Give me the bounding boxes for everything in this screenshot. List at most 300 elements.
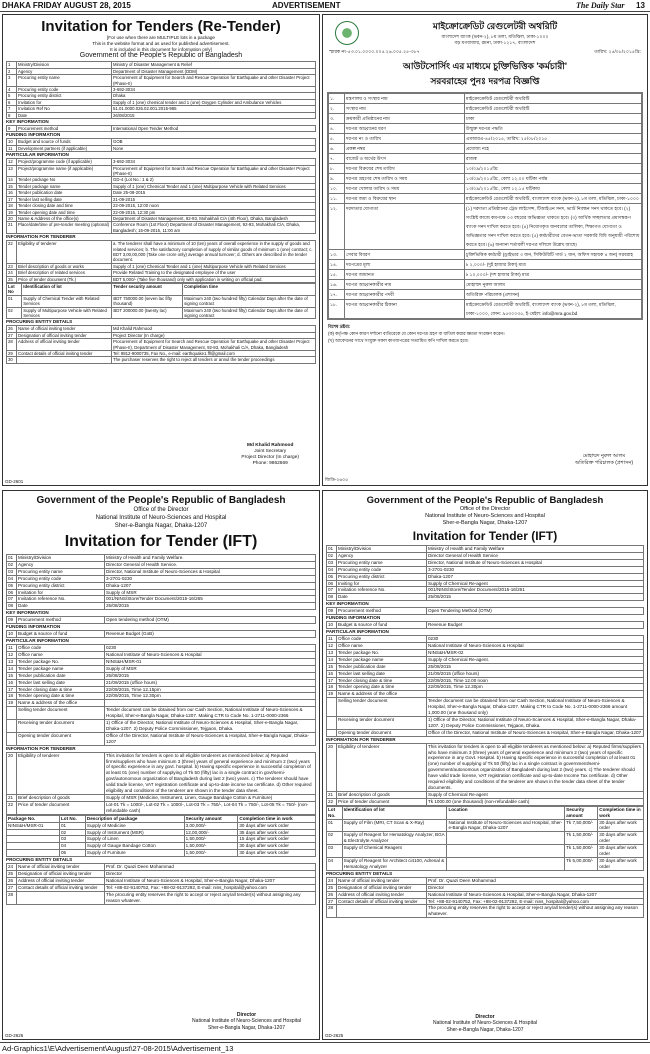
row-label: দরপত্র জমা ও বিক্রয়ের স্থান: [345, 193, 465, 203]
row-number: ১২.: [329, 203, 345, 249]
row-label: Office code: [17, 645, 105, 652]
row-label: [17, 891, 105, 904]
row-number: 26: [7, 877, 17, 884]
table-cell: Supply of Reagent for Architect ci4100, Adrenal & Hematology Analyzer: [342, 857, 447, 870]
row-value: Tel: +88-02-9140752, Fax: +88-02-9137292, E-mail: nins_hospital@yahoo.com: [105, 884, 316, 891]
row-label: Contact details of official inviting tender: [337, 898, 427, 905]
ad4-office: National Institute of Neuro-Sciences and Hospital: [425, 513, 545, 519]
row-label: Address of official inviting tender: [17, 339, 112, 351]
row-label: Tender publication date: [17, 672, 105, 679]
row-value: রাজস্ব: [465, 153, 642, 163]
section-heading: KEY INFORMATION: [6, 119, 49, 125]
table-row: [329, 103, 642, 113]
row-number: 16: [7, 190, 17, 196]
row-label: Tender publication date: [17, 190, 112, 196]
table-row: [329, 269, 642, 279]
table-cell: [447, 845, 565, 858]
table-row: [327, 877, 644, 884]
row-number: 13: [7, 165, 17, 177]
table-cell: 30 days after work order: [238, 850, 316, 857]
table-row: [7, 568, 316, 575]
lots-table: [6, 283, 316, 319]
row-value: NINS&H/MSR-01: [105, 658, 316, 665]
table-cell: NINS&H/MSR-01: [7, 822, 60, 829]
ad2-org: মাইক্রোক্রেডিট রেগুলেটরী অথরিটি: [432, 21, 558, 31]
row-value: Tel: 9812-9000735, Fax No., e-mail: earthquake1.ffl@gmail.com: [112, 351, 316, 357]
table-row: [327, 642, 644, 649]
table-row: [7, 836, 316, 843]
table-cell: 01: [60, 822, 86, 829]
row-label: Name of official inviting tender: [17, 326, 112, 332]
ad2-subtitle: সরবরাহের পুনঃ দরপত্র বিজ্ঞপ্তি: [430, 75, 540, 86]
table-row: [327, 656, 644, 663]
column-header: Identification of lot: [342, 806, 447, 819]
row-number: 15: [7, 672, 17, 679]
table-row: [327, 691, 644, 698]
row-number: 12: [7, 651, 17, 658]
row-value: Department of Disaster Management (DDM): [112, 68, 316, 74]
signature-line: Joint Secretary: [254, 449, 287, 454]
row-value: Lot-01 Tk = 1000/-, Lot-02 Tk = 1000/-, Lot-03 Tk = 750/-, Lot-04 Tk = 750/-, Lot-05 Tk = 750/- (non-refundable cash): [105, 801, 316, 814]
row-number: 22: [7, 241, 17, 264]
table-row: [7, 575, 316, 582]
row-value: 3-692-3034: [112, 159, 316, 165]
row-number: 19: [7, 700, 17, 707]
table-row: [327, 552, 644, 559]
row-value: Supply of 1 (one) Chemical Tender and 1 (one) Multipurpose Vehicle with Related Services: [112, 263, 316, 269]
row-value: 21-09-2015: [112, 196, 316, 202]
row-number: ১.: [329, 93, 345, 103]
row-number: 06: [7, 589, 17, 596]
column-header: Lot No: [7, 283, 22, 295]
row-number: 08: [7, 603, 17, 610]
row-label: ক্রয়কারী প্রতিষ্ঠানের নাম: [345, 113, 465, 123]
row-label: Tender last selling date: [17, 679, 105, 686]
row-label: Name & address of the office: [17, 700, 105, 707]
row-value: ৳ ১০,০০০/- (দশ হাজার টাকা) মাত্র: [465, 269, 642, 279]
row-value: ঢাকা: [465, 113, 642, 123]
table-row: [329, 113, 642, 123]
row-number: ১৫.: [329, 269, 345, 279]
row-value: মাইক্রোক্রেডিট রেগুলেটরী অথরিটি, বাংলাদেশ ব্যাংক (ভবন-২), ৮ম তলা, মতিঝিল, ঢাকা-১০০০, ফোন: ৯৫৩০০৩৫, ই-মেইল: info@mra.gov.bd: [465, 299, 642, 318]
row-label: Name & address of the office: [337, 691, 427, 698]
ad1-note: It is included in this document for information only]: [110, 46, 212, 52]
row-label: Inviting for: [337, 580, 427, 587]
table-row: [7, 752, 316, 794]
row-label: Tender opening date & time: [337, 684, 427, 691]
row-label: Tender last selling date: [337, 670, 427, 677]
table-row: [329, 143, 642, 153]
row-value: The procuring entity reserves the right to accept or reject any/all tender(s) without assigning any reason whatever.: [427, 905, 644, 918]
table-header-row: [7, 283, 316, 295]
row-number: 25: [7, 871, 17, 878]
row-value: Ministry of Health and Family Welfare: [427, 546, 644, 553]
row-number: 28: [327, 905, 337, 918]
table-row: [327, 649, 644, 656]
table-cell: [447, 832, 565, 845]
row-number: 15: [7, 183, 17, 189]
section-heading: PROCURING ENTITY DETAILS: [6, 857, 73, 863]
row-value: Supply of Chemical Re-agent: [427, 791, 644, 798]
bengali-table: [328, 93, 642, 319]
ad1-note: This is the website format and as used for published advertisement.: [92, 40, 230, 46]
table-cell: BDT 200000.00 (twenty lac): [112, 307, 183, 319]
table-row: [7, 672, 316, 679]
row-label: Place/date/time of pre-tender meeting (optional): [17, 222, 112, 234]
info-table: [6, 644, 316, 746]
row-label: Procuring entity name: [17, 568, 105, 575]
row-number: ১০.: [329, 183, 345, 193]
table-row: [7, 241, 316, 264]
row-value: Director General of Health Service.: [105, 561, 316, 568]
row-label: Price of tender document: [17, 801, 105, 814]
row-number: 03: [327, 559, 337, 566]
table-row: [327, 819, 644, 832]
paper-name: The Daily Star: [576, 1, 625, 10]
row-number: 30: [7, 357, 17, 363]
info-table: [6, 138, 316, 152]
row-number: 04: [7, 575, 17, 582]
row-label: Budget & source of fund: [17, 631, 105, 638]
ad3-office: Office of the Director: [133, 507, 189, 513]
row-number: 2: [7, 68, 17, 74]
table-row: [7, 339, 316, 351]
table-row: [327, 832, 644, 845]
ad3-gov: Government of the People's Republic of Bangladesh: [36, 495, 286, 506]
row-number: 07: [327, 587, 337, 594]
row-value: 22/09/2015, Time 12.30pm: [105, 693, 316, 700]
table-row: [327, 791, 644, 798]
row-number: 22: [7, 801, 17, 814]
table-cell: 05: [60, 850, 86, 857]
row-value: 0230: [105, 645, 316, 652]
row-number: ১৪.: [329, 259, 345, 269]
column-header: Tender security amount: [112, 283, 183, 295]
row-number: 02: [327, 552, 337, 559]
row-label: দরপত্রের মূল্য: [345, 259, 465, 269]
row-number: 12: [327, 642, 337, 649]
column-header: Completion time in work: [598, 806, 644, 819]
row-number: ৩.: [329, 113, 345, 123]
row-label: Designation of official inviting tender: [17, 332, 112, 338]
row-value: This invitation for tenders is open to all eligible tenderers as mentioned below: a) Reputed firms/suppliers who have minimum 3 (three) years of general experience and minimum 2 (two) years of specific experience in any govt. hospital. b) Having specific experience in successful completion of at least 01 (one) number of supplying of Tk 50 (fifty) lac in a single contract in govt/semi-govt/autonomous organization of Bangladesh during last 2 (two) years. c) The tenderer should have valid trade license, VAT registration certificate and up-to-date income tax certificate. d) Other required eligibility and conditions of the tenderer are shown in the tender data sheet.: [105, 752, 316, 794]
table-row: [7, 276, 316, 282]
table-cell: 30 days after work order: [238, 843, 316, 850]
info-table: [6, 752, 316, 815]
table-row: [7, 884, 316, 891]
signature-line: National Institute of Neuro-Sciences and Hospital: [192, 1018, 301, 1024]
signature-line: Phone: 9862669: [252, 461, 288, 466]
row-label: Invitation for: [17, 589, 105, 596]
row-value: প্রযোজ্য নহে: [465, 143, 642, 153]
row-number: 17: [7, 196, 17, 202]
ad3-title: Invitation for Tender (IFT): [64, 533, 258, 550]
row-value: Open tendering method (OTM): [105, 617, 316, 624]
table-row: [7, 801, 316, 814]
table-row: [327, 587, 644, 594]
row-value: মাইক্রোক্রেডিট রেগুলেটরী অথরিটি: [465, 103, 642, 113]
row-label: বাজেট ও অর্থের উৎস: [345, 153, 465, 163]
row-value: 25/08/2015: [105, 672, 316, 679]
row-number: ৫.: [329, 133, 345, 143]
row-label: Invitation reference No.: [17, 596, 105, 603]
page-number: 13: [636, 1, 645, 10]
row-label: দরপত্র খোলার তারিখ ও সময়: [345, 183, 465, 193]
row-number: 13: [327, 649, 337, 656]
info-table: [6, 240, 316, 283]
ad1-title: Invitation for Tenders (Re-Tender): [41, 18, 281, 35]
row-number: ১৮.: [329, 299, 345, 318]
table-cell: 35 days after work order: [238, 829, 316, 836]
row-number: 10: [7, 139, 17, 145]
column-header: Security amount: [184, 815, 238, 822]
table-row: [7, 631, 316, 638]
info-table: [326, 877, 644, 918]
table-row: [327, 698, 644, 717]
row-value: Revenue Budget (GoB): [105, 631, 316, 638]
row-label: Contact details of official inviting tender: [17, 884, 105, 891]
row-number: 09: [327, 608, 337, 615]
table-row: [327, 670, 644, 677]
row-label: Price of tender document: [337, 798, 427, 805]
section-title: ADVERTISEMENT: [272, 1, 341, 10]
section-heading: INFORMATION FOR TENDERER: [6, 234, 76, 240]
section-heading: KEY INFORMATION: [6, 610, 49, 616]
row-value: 3-2701-0230: [427, 566, 644, 573]
ad3-signature: [192, 1012, 301, 1032]
table-cell: BDT 750000.00 (seven lac fifty thousand): [112, 295, 183, 307]
row-value: চুক্তিভিত্তিক কর্মচারী (ড্রাইভার ৩ জন, সিকিউরিটি গার্ড ২ জন, অফিস সহায়ক ৪ জন) সরবরাহ: [465, 249, 642, 259]
section-heading: PROCURING ENTITY DETAILS: [6, 319, 73, 325]
row-label: Tender publication date: [337, 663, 427, 670]
row-label: Tender closing date & time: [337, 677, 427, 684]
table-row: [7, 617, 316, 624]
ad1-gov: Government of the People's Republic of Bangladesh: [79, 52, 243, 60]
row-value: This invitation for tenders is open to all eligible tenderers as mentioned below: a) Reputed firms/suppliers who have minimum 3 (three) years of general experience and minimum 2 (two) years of specific experience in any Govt. Hospital. b) Having specific experience in successful completion of at least 01 (one) number of supplying of Tk 50 (fifty) lac in a single contract in government/semi-government/autonomous organization of Bangladesh during last 2 (two) years. c) The tenderer should have valid trade license, VAT registration certificate and up-to-date Income Tax certificate. d) Other required eligibility and conditions of the tenderer are shown in the tender data sheet of the tender documents.: [427, 743, 644, 791]
section-heading: INFORMATION FOR TENDERER: [326, 736, 396, 742]
column-header: Security amount: [565, 806, 598, 819]
row-value: NINS&H/MSR-02: [427, 649, 644, 656]
row-number: 10: [7, 631, 17, 638]
info-table: [326, 621, 644, 629]
table-row: [7, 582, 316, 589]
row-number: 28: [7, 339, 17, 351]
row-value: Revenue Budget: [427, 622, 644, 629]
row-value: 22-09-2015, 12:30 pm: [112, 209, 316, 215]
ad2-date: তারিখ: ২৫/০৮/২০১৫খ্রি:: [594, 48, 641, 54]
row-number: 05: [7, 582, 17, 589]
row-value: Dhaka-1207: [105, 582, 316, 589]
row-number: [7, 732, 17, 745]
row-label: Name of official inviting tender: [17, 864, 105, 871]
table-row: [327, 716, 644, 729]
row-value: Prof. Dr. Quazi Deen Mohammad: [427, 877, 644, 884]
row-value: Ministry of Health and Family Welfare.: [105, 555, 316, 562]
table-row: [7, 686, 316, 693]
table-cell: Supply of Linen: [85, 836, 184, 843]
row-label: দরপত্র আহ্বানের ধরণ: [345, 123, 465, 133]
row-label: Invitation reference No.: [337, 587, 427, 594]
table-row: [329, 299, 642, 318]
row-number: [327, 716, 337, 729]
column-header: Completion time in work: [238, 815, 316, 822]
row-label: Contact details of official inviting tender: [17, 351, 112, 357]
row-value: Dhaka-1207: [427, 573, 644, 580]
row-value: BDT 5,000/- (Take five thousand) only with application in writing on official pad.: [112, 276, 316, 282]
row-label: সেবার বিবরণ: [345, 249, 465, 259]
row-number: 27: [7, 332, 17, 338]
ad2-title: আউটসোর্সিং এর মাধ্যমে চুক্তিভিত্তিক 'কর্মচারী': [403, 60, 567, 71]
row-label: Tender package name: [17, 665, 105, 672]
table-row: [7, 645, 316, 652]
info-table: [326, 545, 644, 601]
row-number: 9: [7, 126, 17, 132]
row-number: 10: [327, 622, 337, 629]
row-number: 16: [327, 670, 337, 677]
row-label: Procuring entity code: [337, 566, 427, 573]
row-number: 01: [7, 555, 17, 562]
table-cell: 01: [7, 295, 22, 307]
row-number: 14: [7, 665, 17, 672]
table-row: [327, 677, 644, 684]
row-number: ৭.: [329, 153, 345, 163]
row-value: মাইক্রোক্রেডিট রেগুলেটরী অথরিটি, বাংলাদেশ ব্যাংক (ভবন-২), ৮ম তলা, মতিঝিল, ঢাকা-১০০০: [465, 193, 642, 203]
row-number: [7, 707, 17, 720]
table-row: [327, 857, 644, 870]
table-row: [7, 679, 316, 686]
row-number: [7, 720, 17, 733]
table-row: [329, 173, 642, 183]
table-row: [7, 75, 316, 87]
row-value: None: [112, 145, 316, 151]
table-row: [7, 732, 316, 745]
row-number: 18: [7, 203, 17, 209]
row-value: GOB: [112, 139, 316, 145]
row-label: [337, 905, 427, 918]
row-number: 21: [7, 222, 17, 234]
row-label: Tender opening date and time: [17, 209, 112, 215]
row-value: (১) দরদাতা প্রতিষ্ঠানের ট্রেড লাইসেন্স, টিআইএন সনদ, ভ্যাট নিবন্ধন সনদ থাকতে হবে। (২) সংশ্লিষ্ট কাজে কমপক্ষে ০৩ বছরের অভিজ্ঞতা থাকতে হবে। (৩) আর্থিক সচ্ছলতার প্রমাণস্বরূপ ব্যাংক সনদ দাখিল করতে হবে। (৪) নিয়োগকৃত জনবলের তালিকা, শিক্ষাগত যোগ্যতা ও অভিজ্ঞতার সনদ দাখিল করতে হবে। (৫) কর্মচারীদের বেতন-ভাতা সরকারি বিধি অনুযায়ী পরিশোধ করতে হবে। (৬) অন্যান্য শর্তাবলী দরপত্র দলিলে উল্লেখ আছে।: [465, 203, 642, 249]
row-value: 001/NINS/Store/Tender Document/2015-16/261: [427, 587, 644, 594]
table-row: [7, 651, 316, 658]
row-label: Brief description of related services: [17, 270, 112, 276]
row-label: Eligibility of tenderer: [17, 752, 105, 794]
table-cell: 12,00,000/-: [184, 829, 238, 836]
table-row: [327, 580, 644, 587]
table-row: [7, 589, 316, 596]
table-row: [327, 884, 644, 891]
row-number: ১১.: [329, 193, 345, 203]
table-cell: National Institute of Neuro-Sciences and Hospital, Sher-e-Bangla Nagar, Dhaka-1207: [447, 819, 565, 832]
row-number: [327, 729, 337, 736]
table-cell: Supply of Instrument (MSR): [85, 829, 184, 836]
row-value: 1) Office of the Director, National Institute of Neuro-Sciences & Hospital, Sher-e-Bangla Nagar, Dhaka-1207. 2) Deputy Police Commissioner, Tejgaon, Dhaka.: [105, 720, 316, 733]
row-label: Tender package name: [17, 183, 112, 189]
ad4-code: GD-2625: [325, 1033, 344, 1038]
row-number: 04: [327, 566, 337, 573]
table-cell: Supply of Reagent for Hematology Analyzer, BGA & Electrolyte Analyzer: [342, 832, 447, 845]
column-header: Location: [447, 806, 565, 819]
row-number: 07: [7, 596, 17, 603]
row-number: 6: [7, 99, 17, 105]
row-number: [327, 698, 337, 717]
table-cell: 1,50,000/-: [184, 850, 238, 857]
row-label: Procuring entity district: [17, 582, 105, 589]
table-row: [7, 795, 316, 802]
table-row: [327, 559, 644, 566]
row-value: Supply of Chemical Re-agent.: [427, 656, 644, 663]
table-cell: [447, 857, 565, 870]
ad3-office: Sher-e-Bangla Nagar, Dhaka-1207: [114, 523, 208, 529]
row-number: ১৭.: [329, 289, 345, 299]
table-row: [7, 720, 316, 733]
row-number: 26: [327, 891, 337, 898]
table-cell: 1,50,000/-: [184, 843, 238, 850]
row-value: Procurement of Equipment for Search and Rescue Operation for Earthquake and other Disaster Project (Phase-II), Department of Disaster Management, 92-93, Mohakhali C/A, Dhaka, Bangladesh: [112, 339, 316, 351]
table-row: [7, 693, 316, 700]
row-label: মন্ত্রণালয় ও সংস্থার নাম: [345, 93, 465, 103]
table-row: [329, 153, 642, 163]
row-label: Tender opening date & time: [17, 693, 105, 700]
info-table: [6, 630, 316, 638]
info-table: [6, 61, 316, 119]
row-label: Date: [17, 603, 105, 610]
row-label: Receiving tender document: [17, 720, 105, 733]
row-number: 15: [327, 663, 337, 670]
row-value: ৳ ২,০০০/- (দুই হাজার টাকা) মাত্র: [465, 259, 642, 269]
row-value: Tender document can be obtained from our Cash Section, National Institute of Neuro-Sciences & Hospital, Sher-e-Bangla Nagar, Dhaka-1207. Making CTR to Code No. 1-2711-0000-2366 amount 1,000.00 (one thousand only): [427, 698, 644, 717]
table-cell: [7, 829, 60, 836]
ad4-office: Office of the Director: [459, 506, 511, 512]
row-value: 25/08/2015: [427, 663, 644, 670]
row-value: Department of Disaster Management, 92-93, Mohakhali C/A (4th Floor), Dhaka, Bangladesh: [112, 215, 316, 221]
column-header: Identification of lot: [22, 283, 112, 295]
page-footer: Ad-Graphics1\E\Advertisement\August\27-08-2015\Advertisement_13: [0, 1042, 650, 1054]
row-label: Brief description of goods: [17, 795, 105, 802]
row-label: Tender closing date and time: [17, 203, 112, 209]
ad-mra-bengali: [322, 14, 648, 486]
row-label: Procuring entity district: [17, 93, 112, 99]
table-cell: 03: [60, 836, 86, 843]
row-number: 11: [7, 645, 17, 652]
table-row: [7, 145, 316, 151]
row-number: 3: [7, 75, 17, 87]
ad4-gov: Government of the People's Republic of Bangladesh: [366, 495, 604, 506]
row-value: Open Tendering Method (OTM): [427, 608, 644, 615]
table-cell: Supply of Chemical Reagent: [342, 845, 447, 858]
row-label: Project/programme code (if applicable): [17, 159, 112, 165]
row-number: ৮.: [329, 163, 345, 173]
row-label: দরপত্র আহ্বানকারীর ঠিকানা: [345, 299, 465, 318]
table-cell: Tk 1,50,000/-: [565, 845, 598, 858]
signature-line: Md Khalid Rahmood: [247, 443, 294, 448]
table-cell: Tk 7,50,000/-: [565, 819, 598, 832]
table-row: [7, 596, 316, 603]
table-row: [7, 829, 316, 836]
signature-line: অতিরিক্ত পরিচালক (প্রশাসন): [574, 460, 633, 466]
row-value: 21/09/2015 (office hours): [105, 679, 316, 686]
row-value: Supply of 1 (one) chemical tender and 1 (one) Oxygen Cylinder and Ambulance Vehicles: [112, 99, 316, 105]
lots-table: [6, 815, 316, 857]
row-label: দরপত্র জামানত: [345, 269, 465, 279]
row-number: 20: [7, 215, 17, 221]
row-value: Conference Room (1st Floor) Department of Disaster Management, 92-93, Mohakhali C/A, Dhaka, Bangladesh; 15-09-2015, 11:00 am: [112, 222, 316, 234]
row-value: 0230: [427, 636, 644, 643]
row-value: ১৩/০৯/২০১৫খ্রি:, বেলা ১২.১৫ ঘটিকায়: [465, 183, 642, 193]
table-row: [327, 891, 644, 898]
row-number: 14: [327, 656, 337, 663]
table-cell: [7, 850, 60, 857]
